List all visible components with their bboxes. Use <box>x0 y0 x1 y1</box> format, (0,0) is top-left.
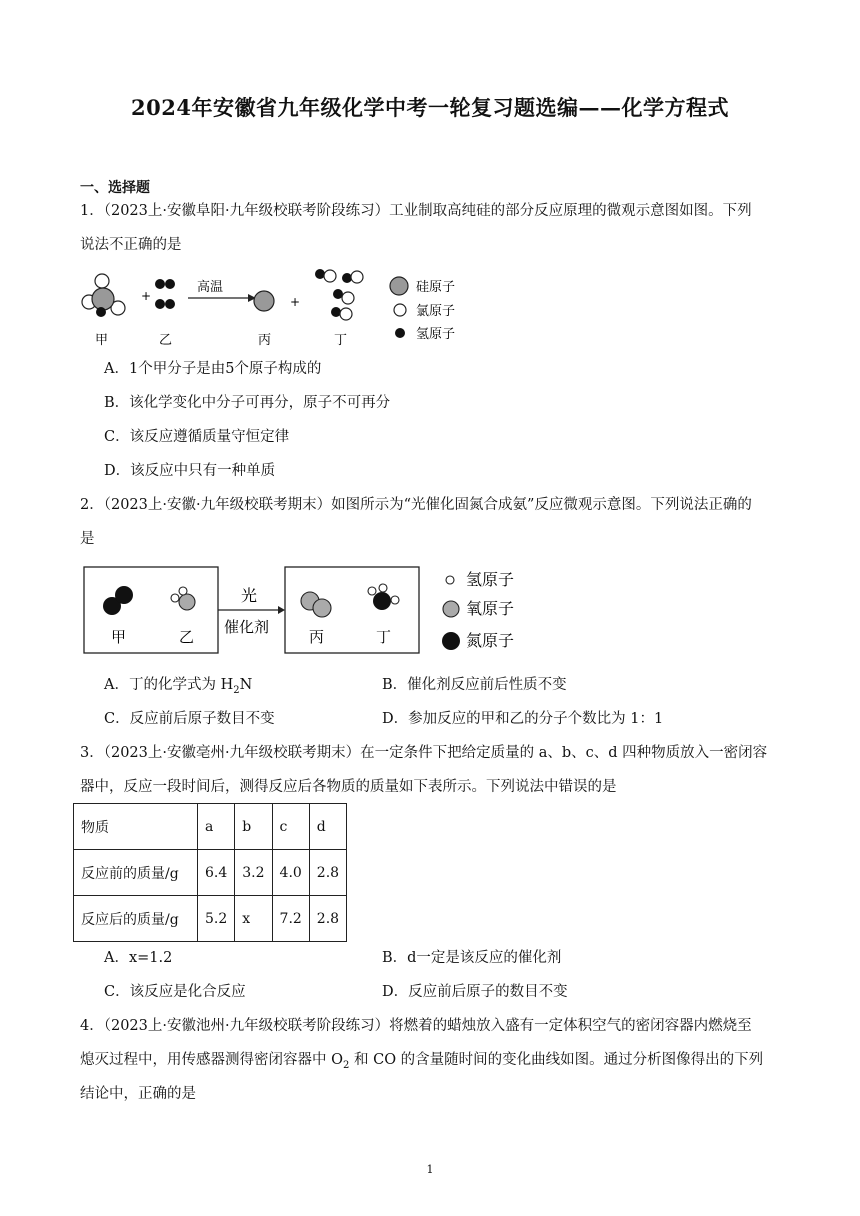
q1-plus-1: + <box>141 289 152 303</box>
q1-option-b: B．该化学变化中分子可再分，原子不可再分 <box>104 395 391 411</box>
legend-hydrogen-icon <box>395 328 405 338</box>
legend-hydrogen-icon <box>446 576 454 584</box>
label-jia: 甲 <box>95 333 109 348</box>
legend-hydrogen: 氢原子 <box>466 570 515 589</box>
table-row <box>74 850 347 896</box>
legend-oxygen: 氧原子 <box>466 599 515 618</box>
table-cell: 反应前的质量/g <box>74 850 198 896</box>
table-cell: 反应后的质量/g <box>74 896 198 942</box>
q2-arrow-top: 光 <box>241 586 258 605</box>
molecule-jia <box>82 274 125 317</box>
q2-option-a: A．丁的化学式为 $H_2N$ <box>104 677 253 696</box>
label-jia: 甲 <box>111 628 127 646</box>
q2-option-b: B．催化剂反应前后性质不变 <box>382 677 567 693</box>
table-cell: d <box>309 804 346 850</box>
legend-silicon-icon <box>390 277 408 295</box>
table-cell: 2.8 <box>309 850 346 896</box>
table-row <box>74 896 347 942</box>
q3-option-c: C．该反应是化合反应 <box>104 984 246 1000</box>
table-cell: 3.2 <box>235 850 272 896</box>
legend-oxygen-icon <box>443 601 459 617</box>
legend-nitrogen-icon <box>442 632 460 650</box>
q3-option-b: B．d一定是该反应的催化剂 <box>382 950 562 966</box>
q1-plus-2: + <box>290 295 301 309</box>
label-yi: 乙 <box>159 333 173 348</box>
q2-option-c: C．反应前后原子数目不变 <box>104 711 275 727</box>
q4-stem-line1: 4．（2023上·安徽池州·九年级校联考阶段练习）将燃着的蜡烛放入盛有一定体积空气的密闭容器内燃烧至 <box>80 1018 752 1034</box>
q1-arrow-label: 高温 <box>197 280 224 295</box>
legend-silicon: 硅原子 <box>416 280 456 295</box>
q4-stem-line2: 熄灭过程中，用传感器测得密闭容器中 $O_2$ 和 CO 的含量随时间的变化曲线如图。通过分析图像得出的下列 <box>80 1052 764 1071</box>
q2-option-d: D．参加反应的甲和乙的分子个数比为 1：1 <box>382 711 664 727</box>
legend-chlorine-icon <box>394 304 406 316</box>
label-ding: 丁 <box>376 628 392 646</box>
q4-stem-line3: 结论中，正确的是 <box>80 1086 196 1102</box>
legend-hydrogen: 氢原子 <box>416 327 456 342</box>
molecule-yi <box>155 279 175 309</box>
q2-arrow-bottom: 催化剂 <box>224 618 270 636</box>
legend-chlorine: 氯原子 <box>416 304 456 319</box>
q2-reaction-diagram <box>80 562 530 658</box>
label-ding: 丁 <box>334 333 348 348</box>
table-cell: a <box>198 804 235 850</box>
table-header-row <box>74 804 347 850</box>
table-cell: b <box>235 804 272 850</box>
q3-mass-table <box>73 803 347 942</box>
q1-option-c: C．该反应遵循质量守恒定律 <box>104 429 290 445</box>
label-bing: 丙 <box>309 628 325 646</box>
q3-stem-line2: 器中，反应一段时间后，测得反应后各物质的质量如下表所示。下列说法中错误的是 <box>80 779 617 795</box>
q2-stem-line1: 2．（2023上·安徽·九年级校联考期末）如图所示为“光催化固氮合成氨”反应微观示意图。下列说法正确的 <box>80 497 752 513</box>
table-cell: 4.0 <box>272 850 309 896</box>
table-cell: 物质 <box>74 804 198 850</box>
document-title: 2024年安徽省九年级化学中考一轮复习题选编——化学方程式 <box>131 95 729 120</box>
table-cell: 6.4 <box>198 850 235 896</box>
table-cell: x <box>235 896 272 942</box>
table-cell: c <box>272 804 309 850</box>
q1-option-d: D．该反应中只有一种单质 <box>104 463 276 479</box>
table-cell: 2.8 <box>309 896 346 942</box>
molecule-ding <box>315 269 363 320</box>
molecule-bing <box>254 291 274 311</box>
page-number: 1 <box>426 1163 434 1176</box>
q3-option-d: D．反应前后原子的数目不变 <box>382 984 568 1000</box>
label-bing: 丙 <box>258 333 272 348</box>
table-cell: 7.2 <box>272 896 309 942</box>
q2-stem-line2: 是 <box>80 531 95 547</box>
q1-option-a: A．1个甲分子是由5个原子构成的 <box>104 361 322 377</box>
q3-option-a: A．x=1.2 <box>104 950 173 966</box>
q1-stem-line2: 说法不正确的是 <box>80 237 182 253</box>
q3-stem-line1: 3．（2023上·安徽亳州·九年级校联考期末）在一定条件下把给定质量的 a、b、c、d 四种物质放入一密闭容 <box>80 745 768 761</box>
table-cell: 5.2 <box>198 896 235 942</box>
reaction-arrow-icon <box>278 606 285 614</box>
legend-nitrogen: 氮原子 <box>466 631 515 650</box>
section-heading: 一、选择题 <box>80 180 150 196</box>
label-yi: 乙 <box>179 628 195 646</box>
q1-stem-line1: 1．（2023上·安徽阜阳·九年级校联考阶段练习）工业制取高纯硅的部分反应原理的微观示意图如图。下列 <box>80 203 752 219</box>
q1-reaction-diagram <box>80 264 480 354</box>
